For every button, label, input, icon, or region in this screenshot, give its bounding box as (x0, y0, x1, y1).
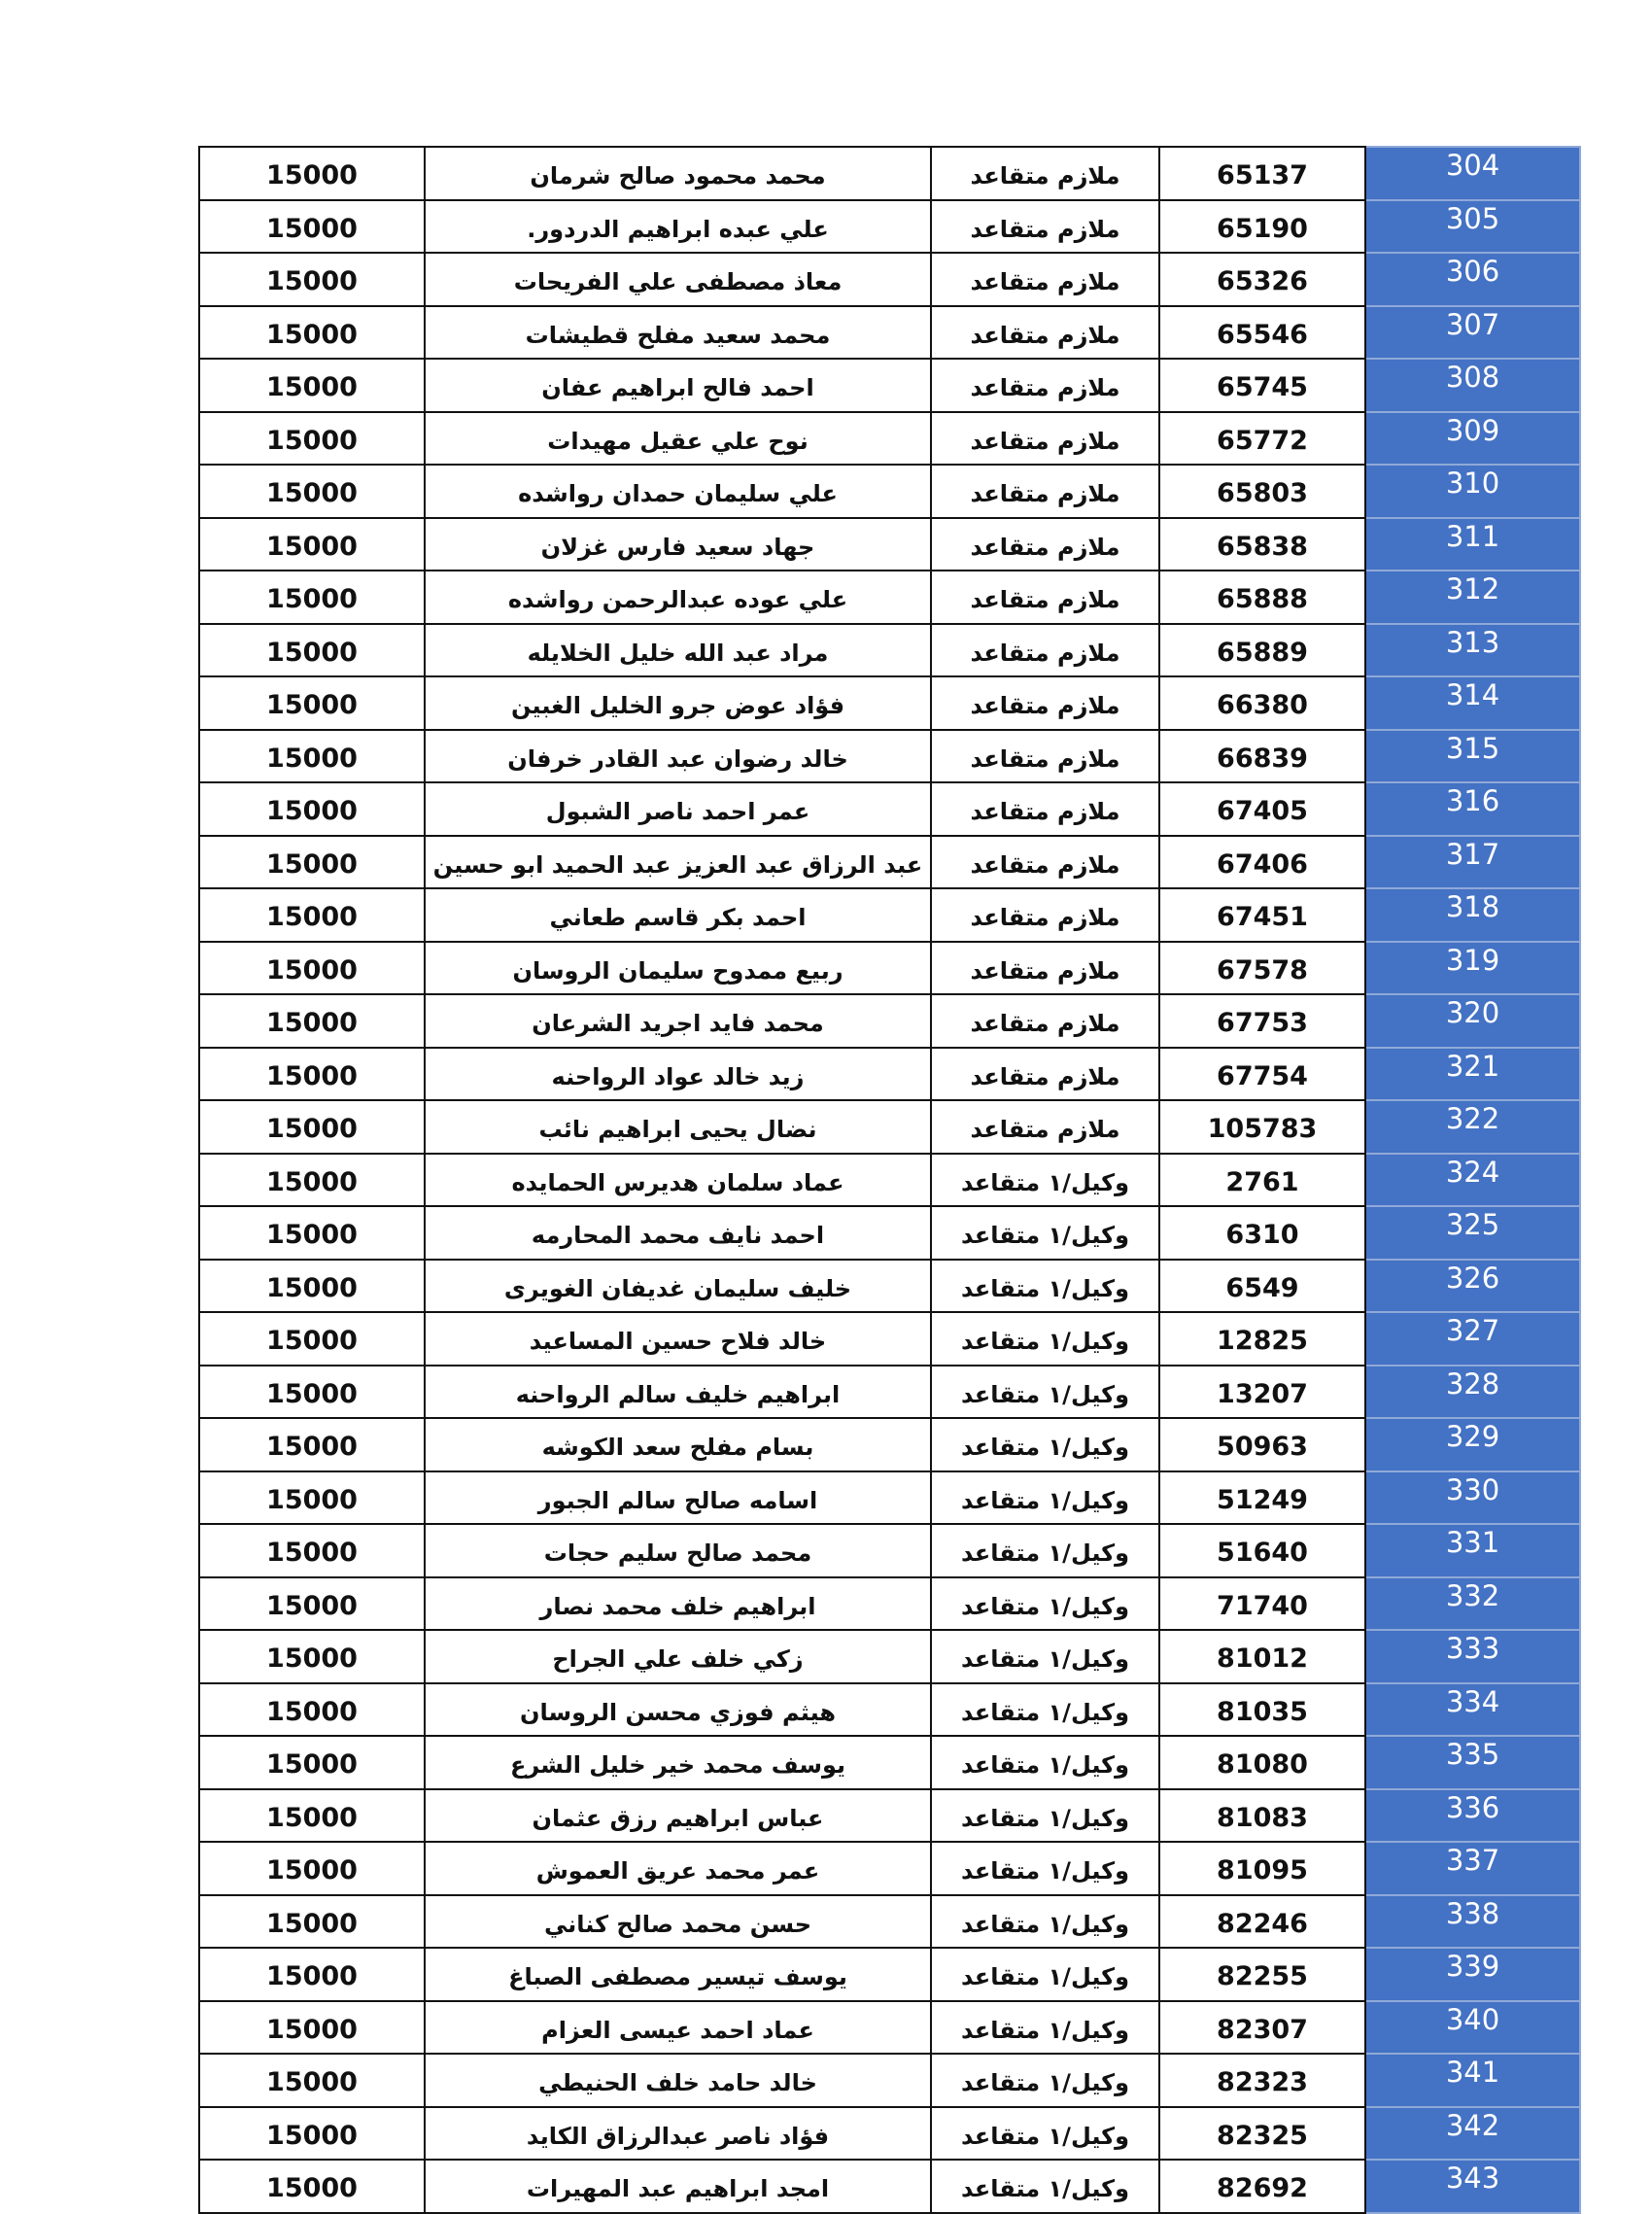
table-row (199, 1048, 1580, 1101)
seq-cell: 310 (1365, 465, 1580, 518)
table-row (199, 1206, 1580, 1260)
table-row (199, 1736, 1580, 1789)
table-row (199, 465, 1580, 518)
seq-cell: 332 (1365, 1577, 1580, 1631)
amount-cell: 15000 (199, 1418, 425, 1471)
seq-cell: 312 (1365, 571, 1580, 624)
name-cell: ربيع ممدوح سليمان الروسان (425, 942, 931, 995)
id-cell: 65326 (1159, 253, 1365, 306)
id-cell: 67578 (1159, 942, 1365, 995)
name-cell: معاذ مصطفى علي الفريحات (425, 253, 931, 306)
name-cell: عمر احمد ناصر الشبول (425, 782, 931, 836)
table-row (199, 1630, 1580, 1683)
table-row (199, 200, 1580, 254)
amount-cell: 15000 (199, 1948, 425, 2001)
amount-cell: 15000 (199, 465, 425, 518)
table-row (199, 782, 1580, 836)
id-cell: 82325 (1159, 2107, 1365, 2161)
name-cell: احمد بكر قاسم طعاني (425, 888, 931, 942)
id-cell: 65745 (1159, 359, 1365, 412)
seq-cell: 315 (1365, 730, 1580, 783)
name-cell: خالد فلاح حسين المساعيد (425, 1312, 931, 1366)
seq-cell: 340 (1365, 2001, 1580, 2055)
name-cell: خالد حامد خلف الحنيطي (425, 2054, 931, 2107)
id-cell: 65803 (1159, 465, 1365, 518)
id-cell: 81095 (1159, 1842, 1365, 1895)
rank-cell: وكيل/١ متقاعد (931, 2160, 1159, 2213)
amount-cell: 15000 (199, 1048, 425, 1101)
table-row (199, 253, 1580, 306)
seq-cell: 336 (1365, 1789, 1580, 1843)
id-cell: 12825 (1159, 1312, 1365, 1366)
amount-cell: 15000 (199, 1260, 425, 1313)
rank-cell: ملازم متقاعد (931, 1100, 1159, 1154)
id-cell: 81080 (1159, 1736, 1365, 1789)
table-row (199, 1366, 1580, 1419)
id-cell: 65190 (1159, 200, 1365, 254)
id-cell: 13207 (1159, 1366, 1365, 1419)
table-row (199, 836, 1580, 889)
rank-cell: ملازم متقاعد (931, 571, 1159, 624)
amount-cell: 15000 (199, 782, 425, 836)
rank-cell: وكيل/١ متقاعد (931, 1577, 1159, 1631)
table-row (199, 1577, 1580, 1631)
name-cell: يوسف محمد خير خليل الشرع (425, 1736, 931, 1789)
id-cell: 82692 (1159, 2160, 1365, 2213)
payments-table (198, 146, 1581, 2214)
table-row (199, 412, 1580, 466)
id-cell: 67406 (1159, 836, 1365, 889)
name-cell: محمد فايد اجريد الشرعان (425, 994, 931, 1048)
table-row (199, 1948, 1580, 2001)
name-cell: عباس ابراهيم رزق عثمان (425, 1789, 931, 1843)
seq-cell: 317 (1365, 836, 1580, 889)
table-row (199, 2001, 1580, 2055)
amount-cell: 15000 (199, 676, 425, 730)
table-row (199, 994, 1580, 1048)
rank-cell: وكيل/١ متقاعد (931, 1736, 1159, 1789)
table-row (199, 359, 1580, 412)
id-cell: 65838 (1159, 518, 1365, 571)
rank-cell: ملازم متقاعد (931, 888, 1159, 942)
amount-cell: 15000 (199, 2054, 425, 2107)
table-row (199, 1100, 1580, 1154)
rank-cell: وكيل/١ متقاعد (931, 1366, 1159, 1419)
id-cell: 82323 (1159, 2054, 1365, 2107)
rank-cell: وكيل/١ متقاعد (931, 1418, 1159, 1471)
table-row (199, 888, 1580, 942)
name-cell: ابراهيم خلف محمد نصار (425, 1577, 931, 1631)
amount-cell: 15000 (199, 1206, 425, 1260)
seq-cell: 304 (1365, 147, 1580, 200)
seq-cell: 319 (1365, 942, 1580, 995)
rank-cell: وكيل/١ متقاعد (931, 2001, 1159, 2055)
rank-cell: ملازم متقاعد (931, 942, 1159, 995)
name-cell: محمد سعيد مفلح قطيشات (425, 306, 931, 360)
id-cell: 67753 (1159, 994, 1365, 1048)
id-cell: 50963 (1159, 1418, 1365, 1471)
rank-cell: وكيل/١ متقاعد (931, 1789, 1159, 1843)
name-cell: بسام مفلح سعد الكوشه (425, 1418, 931, 1471)
amount-cell: 15000 (199, 518, 425, 571)
amount-cell: 15000 (199, 2160, 425, 2213)
seq-cell: 324 (1365, 1154, 1580, 1207)
amount-cell: 15000 (199, 1895, 425, 1949)
table-row (199, 1312, 1580, 1366)
table-row (199, 730, 1580, 783)
rank-cell: ملازم متقاعد (931, 253, 1159, 306)
name-cell: محمد صالح سليم حجات (425, 1524, 931, 1577)
table-row (199, 2107, 1580, 2161)
amount-cell: 15000 (199, 1683, 425, 1737)
seq-cell: 313 (1365, 624, 1580, 677)
seq-cell: 326 (1365, 1260, 1580, 1313)
name-cell: عماد احمد عيسى العزام (425, 2001, 931, 2055)
name-cell: مراد عبد الله خليل الخلايله (425, 624, 931, 677)
amount-cell: 15000 (199, 1524, 425, 1577)
seq-cell: 334 (1365, 1683, 1580, 1737)
amount-cell: 15000 (199, 1100, 425, 1154)
table-row (199, 1789, 1580, 1843)
rank-cell: ملازم متقاعد (931, 1048, 1159, 1101)
name-cell: احمد نايف محمد المحارمه (425, 1206, 931, 1260)
seq-cell: 311 (1365, 518, 1580, 571)
id-cell: 65137 (1159, 147, 1365, 200)
id-cell: 81083 (1159, 1789, 1365, 1843)
amount-cell: 15000 (199, 730, 425, 783)
rank-cell: ملازم متقاعد (931, 782, 1159, 836)
amount-cell: 15000 (199, 1577, 425, 1631)
seq-cell: 328 (1365, 1366, 1580, 1419)
table-row (199, 1842, 1580, 1895)
seq-cell: 307 (1365, 306, 1580, 360)
table-row (199, 1471, 1580, 1525)
seq-cell: 305 (1365, 200, 1580, 254)
amount-cell: 15000 (199, 1630, 425, 1683)
id-cell: 65772 (1159, 412, 1365, 466)
id-cell: 82307 (1159, 2001, 1365, 2055)
name-cell: فؤاد ناصر عبدالرزاق الكايد (425, 2107, 931, 2161)
amount-cell: 15000 (199, 1471, 425, 1525)
id-cell: 67405 (1159, 782, 1365, 836)
id-cell: 2761 (1159, 1154, 1365, 1207)
seq-cell: 339 (1365, 1948, 1580, 2001)
name-cell: حسن محمد صالح كناني (425, 1895, 931, 1949)
id-cell: 65888 (1159, 571, 1365, 624)
amount-cell: 15000 (199, 1736, 425, 1789)
rank-cell: وكيل/١ متقاعد (931, 1471, 1159, 1525)
id-cell: 66380 (1159, 676, 1365, 730)
name-cell: محمد محمود صالح شرمان (425, 147, 931, 200)
table-row (199, 1683, 1580, 1737)
seq-cell: 325 (1365, 1206, 1580, 1260)
rank-cell: ملازم متقاعد (931, 306, 1159, 360)
amount-cell: 15000 (199, 1154, 425, 1207)
table-row (199, 1895, 1580, 1949)
rank-cell: وكيل/١ متقاعد (931, 2107, 1159, 2161)
id-cell: 81035 (1159, 1683, 1365, 1737)
table-row (199, 2054, 1580, 2107)
table-row (199, 676, 1580, 730)
id-cell: 65546 (1159, 306, 1365, 360)
rank-cell: وكيل/١ متقاعد (931, 1842, 1159, 1895)
table-row (199, 1418, 1580, 1471)
amount-cell: 15000 (199, 200, 425, 254)
rank-cell: ملازم متقاعد (931, 200, 1159, 254)
table-row (199, 147, 1580, 200)
name-cell: نوح علي عقيل مهيدات (425, 412, 931, 466)
rank-cell: وكيل/١ متقاعد (931, 2054, 1159, 2107)
name-cell: علي عبده ابراهيم الدردور. (425, 200, 931, 254)
rank-cell: وكيل/١ متقاعد (931, 1948, 1159, 2001)
rank-cell: ملازم متقاعد (931, 730, 1159, 783)
name-cell: يوسف تيسير مصطفى الصباغ (425, 1948, 931, 2001)
seq-cell: 337 (1365, 1842, 1580, 1895)
name-cell: زيد خالد عواد الرواحنه (425, 1048, 931, 1101)
name-cell: فؤاد عوض جرو الخليل الغبين (425, 676, 931, 730)
table-row (199, 2160, 1580, 2213)
amount-cell: 15000 (199, 2001, 425, 2055)
seq-cell: 343 (1365, 2160, 1580, 2213)
rank-cell: ملازم متقاعد (931, 147, 1159, 200)
name-cell: عبد الرزاق عبد العزيز عبد الحميد ابو حسين (425, 836, 931, 889)
amount-cell: 15000 (199, 836, 425, 889)
id-cell: 105783 (1159, 1100, 1365, 1154)
amount-cell: 15000 (199, 994, 425, 1048)
id-cell: 6310 (1159, 1206, 1365, 1260)
table-row (199, 518, 1580, 571)
id-cell: 82246 (1159, 1895, 1365, 1949)
seq-cell: 338 (1365, 1895, 1580, 1949)
seq-cell: 327 (1365, 1312, 1580, 1366)
amount-cell: 15000 (199, 942, 425, 995)
seq-cell: 320 (1365, 994, 1580, 1048)
seq-cell: 322 (1365, 1100, 1580, 1154)
rank-cell: ملازم متقاعد (931, 465, 1159, 518)
name-cell: جهاد سعيد فارس غزلان (425, 518, 931, 571)
rank-cell: ملازم متقاعد (931, 359, 1159, 412)
amount-cell: 15000 (199, 306, 425, 360)
table-row (199, 571, 1580, 624)
seq-cell: 342 (1365, 2107, 1580, 2161)
id-cell: 6549 (1159, 1260, 1365, 1313)
rank-cell: وكيل/١ متقاعد (931, 1206, 1159, 1260)
name-cell: هيثم فوزي محسن الروسان (425, 1683, 931, 1737)
seq-cell: 308 (1365, 359, 1580, 412)
rank-cell: وكيل/١ متقاعد (931, 1260, 1159, 1313)
name-cell: علي سليمان حمدان رواشده (425, 465, 931, 518)
rank-cell: ملازم متقاعد (931, 412, 1159, 466)
amount-cell: 15000 (199, 2107, 425, 2161)
name-cell: خليف سليمان غديفان الغويرى (425, 1260, 931, 1313)
rank-cell: وكيل/١ متقاعد (931, 1154, 1159, 1207)
id-cell: 82255 (1159, 1948, 1365, 2001)
name-cell: امجد ابراهيم عبد المهيرات (425, 2160, 931, 2213)
amount-cell: 15000 (199, 1366, 425, 1419)
seq-cell: 306 (1365, 253, 1580, 306)
name-cell: ابراهيم خليف سالم الرواحنه (425, 1366, 931, 1419)
amount-cell: 15000 (199, 359, 425, 412)
name-cell: خالد رضوان عبد القادر خرفان (425, 730, 931, 783)
amount-cell: 15000 (199, 888, 425, 942)
name-cell: زكي خلف علي الجراح (425, 1630, 931, 1683)
seq-cell: 329 (1365, 1418, 1580, 1471)
table-row (199, 1260, 1580, 1313)
id-cell: 67451 (1159, 888, 1365, 942)
rank-cell: ملازم متقاعد (931, 518, 1159, 571)
table-row (199, 306, 1580, 360)
rank-cell: ملازم متقاعد (931, 836, 1159, 889)
seq-cell: 335 (1365, 1736, 1580, 1789)
name-cell: احمد فالح ابراهيم عفان (425, 359, 931, 412)
seq-cell: 330 (1365, 1471, 1580, 1525)
name-cell: عمر محمد عريق العموش (425, 1842, 931, 1895)
amount-cell: 15000 (199, 1842, 425, 1895)
table-row (199, 1154, 1580, 1207)
table-row (199, 1524, 1580, 1577)
seq-cell: 316 (1365, 782, 1580, 836)
id-cell: 66839 (1159, 730, 1365, 783)
seq-cell: 331 (1365, 1524, 1580, 1577)
id-cell: 51640 (1159, 1524, 1365, 1577)
rank-cell: وكيل/١ متقاعد (931, 1683, 1159, 1737)
seq-cell: 341 (1365, 2054, 1580, 2107)
rank-cell: وكيل/١ متقاعد (931, 1524, 1159, 1577)
amount-cell: 15000 (199, 253, 425, 306)
name-cell: اسامه صالح سالم الجبور (425, 1471, 931, 1525)
name-cell: عماد سلمان هديرس الحمايده (425, 1154, 931, 1207)
rank-cell: وكيل/١ متقاعد (931, 1895, 1159, 1949)
rank-cell: ملازم متقاعد (931, 676, 1159, 730)
rank-cell: ملازم متقاعد (931, 624, 1159, 677)
rank-cell: وكيل/١ متقاعد (931, 1312, 1159, 1366)
rank-cell: وكيل/١ متقاعد (931, 1630, 1159, 1683)
name-cell: علي عوده عبدالرحمن رواشده (425, 571, 931, 624)
table-row (199, 942, 1580, 995)
amount-cell: 15000 (199, 1789, 425, 1843)
id-cell: 67754 (1159, 1048, 1365, 1101)
amount-cell: 15000 (199, 1312, 425, 1366)
amount-cell: 15000 (199, 412, 425, 466)
seq-cell: 321 (1365, 1048, 1580, 1101)
amount-cell: 15000 (199, 571, 425, 624)
amount-cell: 15000 (199, 624, 425, 677)
amount-cell: 15000 (199, 147, 425, 200)
seq-cell: 333 (1365, 1630, 1580, 1683)
seq-cell: 318 (1365, 888, 1580, 942)
id-cell: 65889 (1159, 624, 1365, 677)
seq-cell: 309 (1365, 412, 1580, 466)
id-cell: 51249 (1159, 1471, 1365, 1525)
id-cell: 71740 (1159, 1577, 1365, 1631)
rank-cell: ملازم متقاعد (931, 994, 1159, 1048)
name-cell: نضال يحيى ابراهيم نائب (425, 1100, 931, 1154)
id-cell: 81012 (1159, 1630, 1365, 1683)
table-row (199, 624, 1580, 677)
seq-cell: 314 (1365, 676, 1580, 730)
